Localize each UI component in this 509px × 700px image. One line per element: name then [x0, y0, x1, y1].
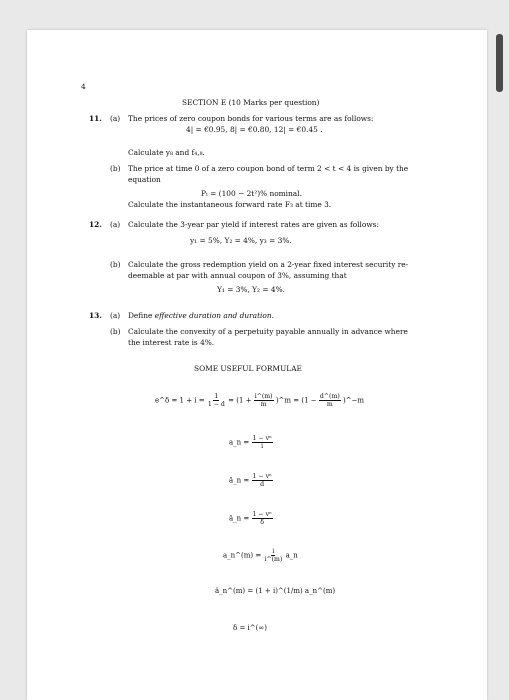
f3-fraction [252, 473, 273, 488]
f1-lhs: e^δ = 1 + i = [155, 396, 205, 405]
f4-lhs: ā_n = [229, 514, 250, 523]
f5-rhs: a_n [285, 551, 298, 560]
f2-den: i [261, 443, 264, 450]
f1-frac3-num: d^(m) [319, 393, 340, 400]
f1-frac3-den: m [326, 401, 333, 408]
f1-frac1-den: 1 − d [207, 401, 225, 408]
f3-num: 1 − vⁿ [252, 473, 272, 480]
f1-fraction-1 [207, 393, 226, 408]
q11b-calc: Calculate the instantaneous forward rate F₃ at time 3. [128, 200, 332, 209]
formula-annuity-due [229, 473, 273, 488]
q11a-label: (a) [110, 114, 121, 123]
f5-den: i^(m) [264, 556, 283, 563]
document-page [27, 30, 487, 700]
q13b-text1: Calculate the convexity of a perpetuity payable annually in advance where [128, 327, 408, 336]
f1-end: )^−m [342, 396, 365, 405]
q12b-label: (b) [110, 260, 121, 269]
q11b-equation: Pₜ = (100 − 2t²)% nominal. [201, 189, 302, 198]
formula-annuity-continuous [229, 511, 273, 526]
q12a-label: (a) [110, 220, 121, 229]
f2-lhs: a_n = [229, 438, 250, 447]
f4-num: 1 − vⁿ [252, 511, 272, 518]
f1-fraction-3 [319, 393, 341, 408]
f1-frac2-num: i^(m) [254, 393, 273, 400]
q11a-prices: 4| = €0.95, 8| = €0.80, 12| = €0.45 . [186, 125, 323, 134]
f1-frac1-num: 1 [214, 393, 219, 400]
q11b-label: (b) [110, 164, 121, 173]
f3-lhs: ä_n = [229, 476, 250, 485]
q12a-rates: y₁ = 5%, Y₂ = 4%, y₃ = 3%. [190, 236, 292, 245]
q13a-text [128, 311, 274, 320]
formulae-title: SOME USEFUL FORMULAE [194, 364, 302, 373]
f2-fraction [252, 435, 273, 450]
formula-annuity-mthly [223, 548, 298, 563]
f1-fraction-2 [254, 393, 274, 408]
q13b-label: (b) [110, 327, 121, 336]
q12b-text1: Calculate the gross redemption yield on a 2-year fixed interest security re- [128, 260, 409, 269]
f1-mid: = (1 + [228, 396, 252, 405]
f5-lhs: a_n^(m) = [223, 551, 262, 560]
formula-rate-relations [155, 393, 364, 408]
formula-force-of-interest: δ = i^(∞) [233, 624, 267, 632]
f5-num: i [272, 548, 275, 555]
f4-fraction [252, 511, 273, 526]
f4-den: δ [260, 519, 264, 526]
formula-annuity-immediate [229, 435, 273, 450]
q13a-text-emphasis: effective duration and duration. [154, 311, 274, 320]
scrollbar-thumb[interactable] [496, 34, 503, 92]
f3-den: d [260, 481, 265, 488]
q12-number: 12. [89, 220, 102, 229]
f5-fraction [263, 548, 283, 563]
f1-frac2-den: m [260, 401, 267, 408]
q13b-text2: the interest rate is 4%. [128, 338, 215, 347]
page-number: 4 [81, 82, 86, 91]
q13a-text-plain: Define [128, 311, 155, 320]
q11-number: 11. [89, 114, 102, 123]
q12b-text2: deemable at par with annual coupon of 3%, assuming that [128, 271, 347, 280]
q11a-text: The prices of zero coupon bonds for various terms are as follows: [128, 114, 374, 123]
q11b-text1: The price at time 0 of a zero coupon bond of term 2 < t < 4 is given by the [128, 164, 409, 173]
f2-num: 1 − vⁿ [252, 435, 272, 442]
q13-number: 13. [89, 311, 102, 320]
f1-mid2: )^m = (1 − [275, 396, 317, 405]
q11a-calc: Calculate y₈ and f₄,₈. [128, 148, 205, 157]
q11b-text2: equation [128, 175, 161, 184]
q12a-text: Calculate the 3-year par yield if interest rates are given as follows: [128, 220, 379, 229]
section-title: SECTION E (10 Marks per question) [182, 98, 320, 107]
q13a-label: (a) [110, 311, 121, 320]
formula-annuity-due-mthly: ä_n^(m) = (1 + i)^(1/m) a_n^(m) [215, 587, 336, 595]
q12b-rates: Y₁ = 3%, Y₂ = 4%. [217, 285, 285, 294]
